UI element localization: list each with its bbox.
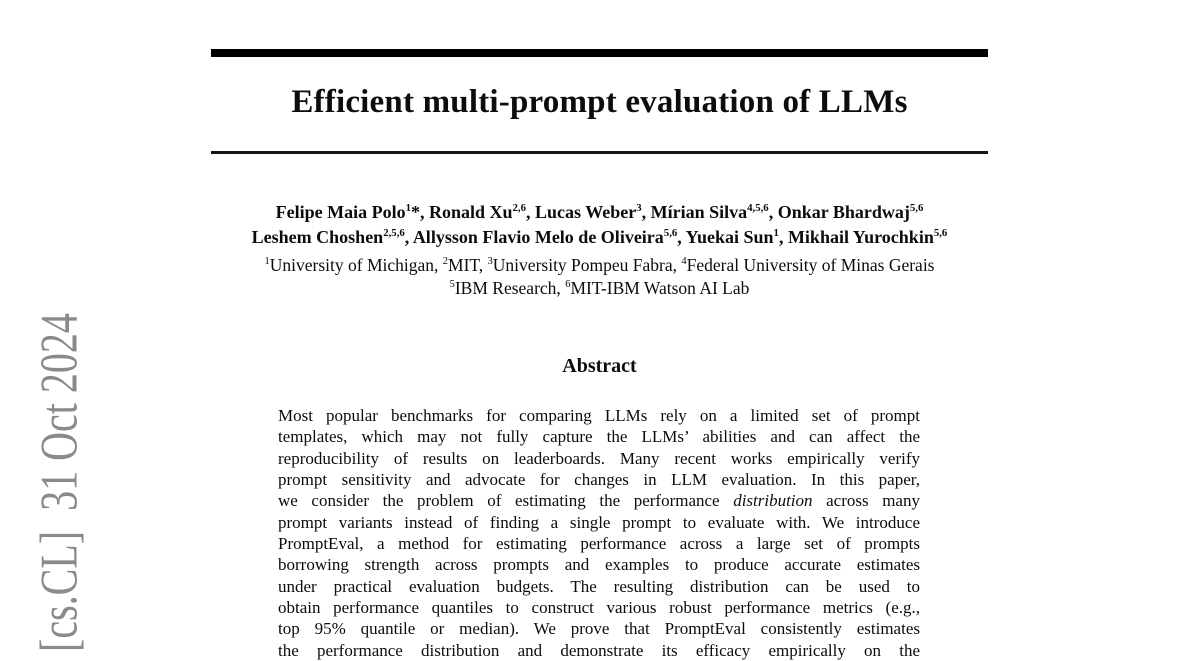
abstract-line — [278, 512, 920, 533]
arxiv-stamp: [cs.CL] 31 Oct 2024 — [29, 313, 89, 652]
abstract-text: prompt variants instead of finding a single prompt to evaluate with. We introduce — [278, 512, 920, 532]
abstract-line — [278, 533, 920, 554]
abstract-line — [278, 640, 920, 661]
author-name: Mikhail Yurochkin — [787, 227, 934, 247]
author-name: Ronald Xu — [428, 202, 513, 222]
author-affiliation-sup: 1 — [773, 227, 779, 239]
affiliation-sup: 5 — [449, 278, 455, 290]
abstract-text: we consider the problem of estimating the performance — [278, 491, 734, 511]
author-separator: , — [641, 202, 651, 222]
author-affiliation-sup: 2,6 — [512, 202, 527, 214]
affiliation-name: Federal University of Minas Gerais — [686, 255, 935, 275]
affiliation-block — [161, 254, 1038, 299]
author-separator: *, — [410, 202, 429, 222]
author-name: Felipe Maia Polo — [275, 202, 406, 222]
author-affiliation-sup: 4,5,6 — [747, 202, 769, 214]
author-separator: , — [526, 202, 536, 222]
abstract-body — [278, 405, 920, 661]
author-affiliation-sup: 3 — [636, 202, 642, 214]
abstract-line — [278, 554, 920, 575]
title-rule-bottom — [211, 151, 988, 154]
abstract-text: across many — [812, 491, 920, 511]
abstract-line — [278, 490, 920, 511]
abstract-text: prompt sensitivity and advocate for changes in LLM evaluation. In this paper, — [278, 470, 920, 490]
abstract-text: Most popular benchmarks for comparing LLMs rely on a limited set of prompt — [278, 406, 920, 425]
abstract-line — [278, 576, 920, 597]
author-separator: , — [404, 227, 413, 247]
abstract-text: top 95% quantile or median). We prove that PromptEval consistently estimates — [278, 619, 920, 639]
affiliation-name: MIT, — [448, 255, 488, 275]
author-name: Onkar Bhardwaj — [777, 202, 910, 222]
abstract-text: PromptEval, a method for estimating performance across a large set of prompts — [278, 534, 920, 554]
affiliation-sup: 6 — [565, 278, 571, 290]
author-name: Yuekai Sun — [685, 227, 774, 247]
abstract-italic-text: distribution — [733, 491, 813, 511]
affiliation-line — [161, 277, 1038, 300]
abstract-text: obtain performance quantiles to construct various robust performance metrics (e.g., — [278, 598, 920, 618]
abstract-text: the performance distribution and demonstrate its efficacy empirically on the — [278, 640, 920, 660]
author-name: Allysson Flavio Melo de Oliveira — [412, 227, 664, 247]
author-line — [161, 225, 1038, 250]
abstract-line — [278, 597, 920, 618]
author-line — [161, 200, 1038, 225]
author-affiliation-sup: 1 — [405, 202, 411, 214]
affiliation-line — [161, 254, 1038, 277]
author-affiliation-sup: 5,6 — [663, 227, 678, 239]
author-affiliation-sup: 5,6 — [933, 227, 948, 239]
paper-title: Efficient multi-prompt evaluation of LLMs — [291, 84, 908, 120]
affiliation-name: MIT-IBM Watson AI Lab — [570, 277, 750, 298]
author-affiliation-sup: 2,5,6 — [383, 227, 405, 239]
abstract-text: borrowing strength across prompts and examples to produce accurate estimates — [278, 555, 920, 575]
affiliation-name: IBM Research, — [454, 277, 566, 298]
author-name: Leshem Choshen — [251, 227, 384, 247]
author-separator: , — [778, 227, 788, 247]
affiliation-sup: 1 — [264, 256, 270, 268]
abstract-line — [278, 469, 920, 490]
affiliation-sup: 2 — [442, 256, 449, 268]
author-name: Mírian Silva — [650, 202, 748, 222]
abstract-line — [278, 448, 920, 469]
abstract-text: templates, which may not fully capture the LLMs’ abilities and can affect the — [278, 427, 920, 447]
abstract-line — [278, 618, 920, 639]
author-affiliation-sup: 5,6 — [909, 202, 924, 214]
affiliation-sup: 4 — [681, 256, 687, 268]
affiliation-name: University of Michigan, — [269, 255, 443, 275]
abstract-text: under practical evaluation budgets. The resulting distribution can be used to — [278, 576, 920, 596]
author-separator: , — [768, 202, 778, 222]
abstract-heading: Abstract — [562, 355, 637, 377]
abstract-line — [278, 405, 920, 426]
author-separator: , — [677, 227, 686, 247]
author-block — [161, 200, 1038, 250]
affiliation-sup: 3 — [487, 256, 493, 268]
abstract-text: reproducibility of results on leaderboards. Many recent works empirically verify — [278, 448, 920, 468]
title-rule-top — [211, 49, 988, 57]
abstract-line — [278, 426, 920, 447]
author-name: Lucas Weber — [535, 202, 637, 222]
affiliation-name: University Pompeu Fabra, — [492, 255, 682, 275]
